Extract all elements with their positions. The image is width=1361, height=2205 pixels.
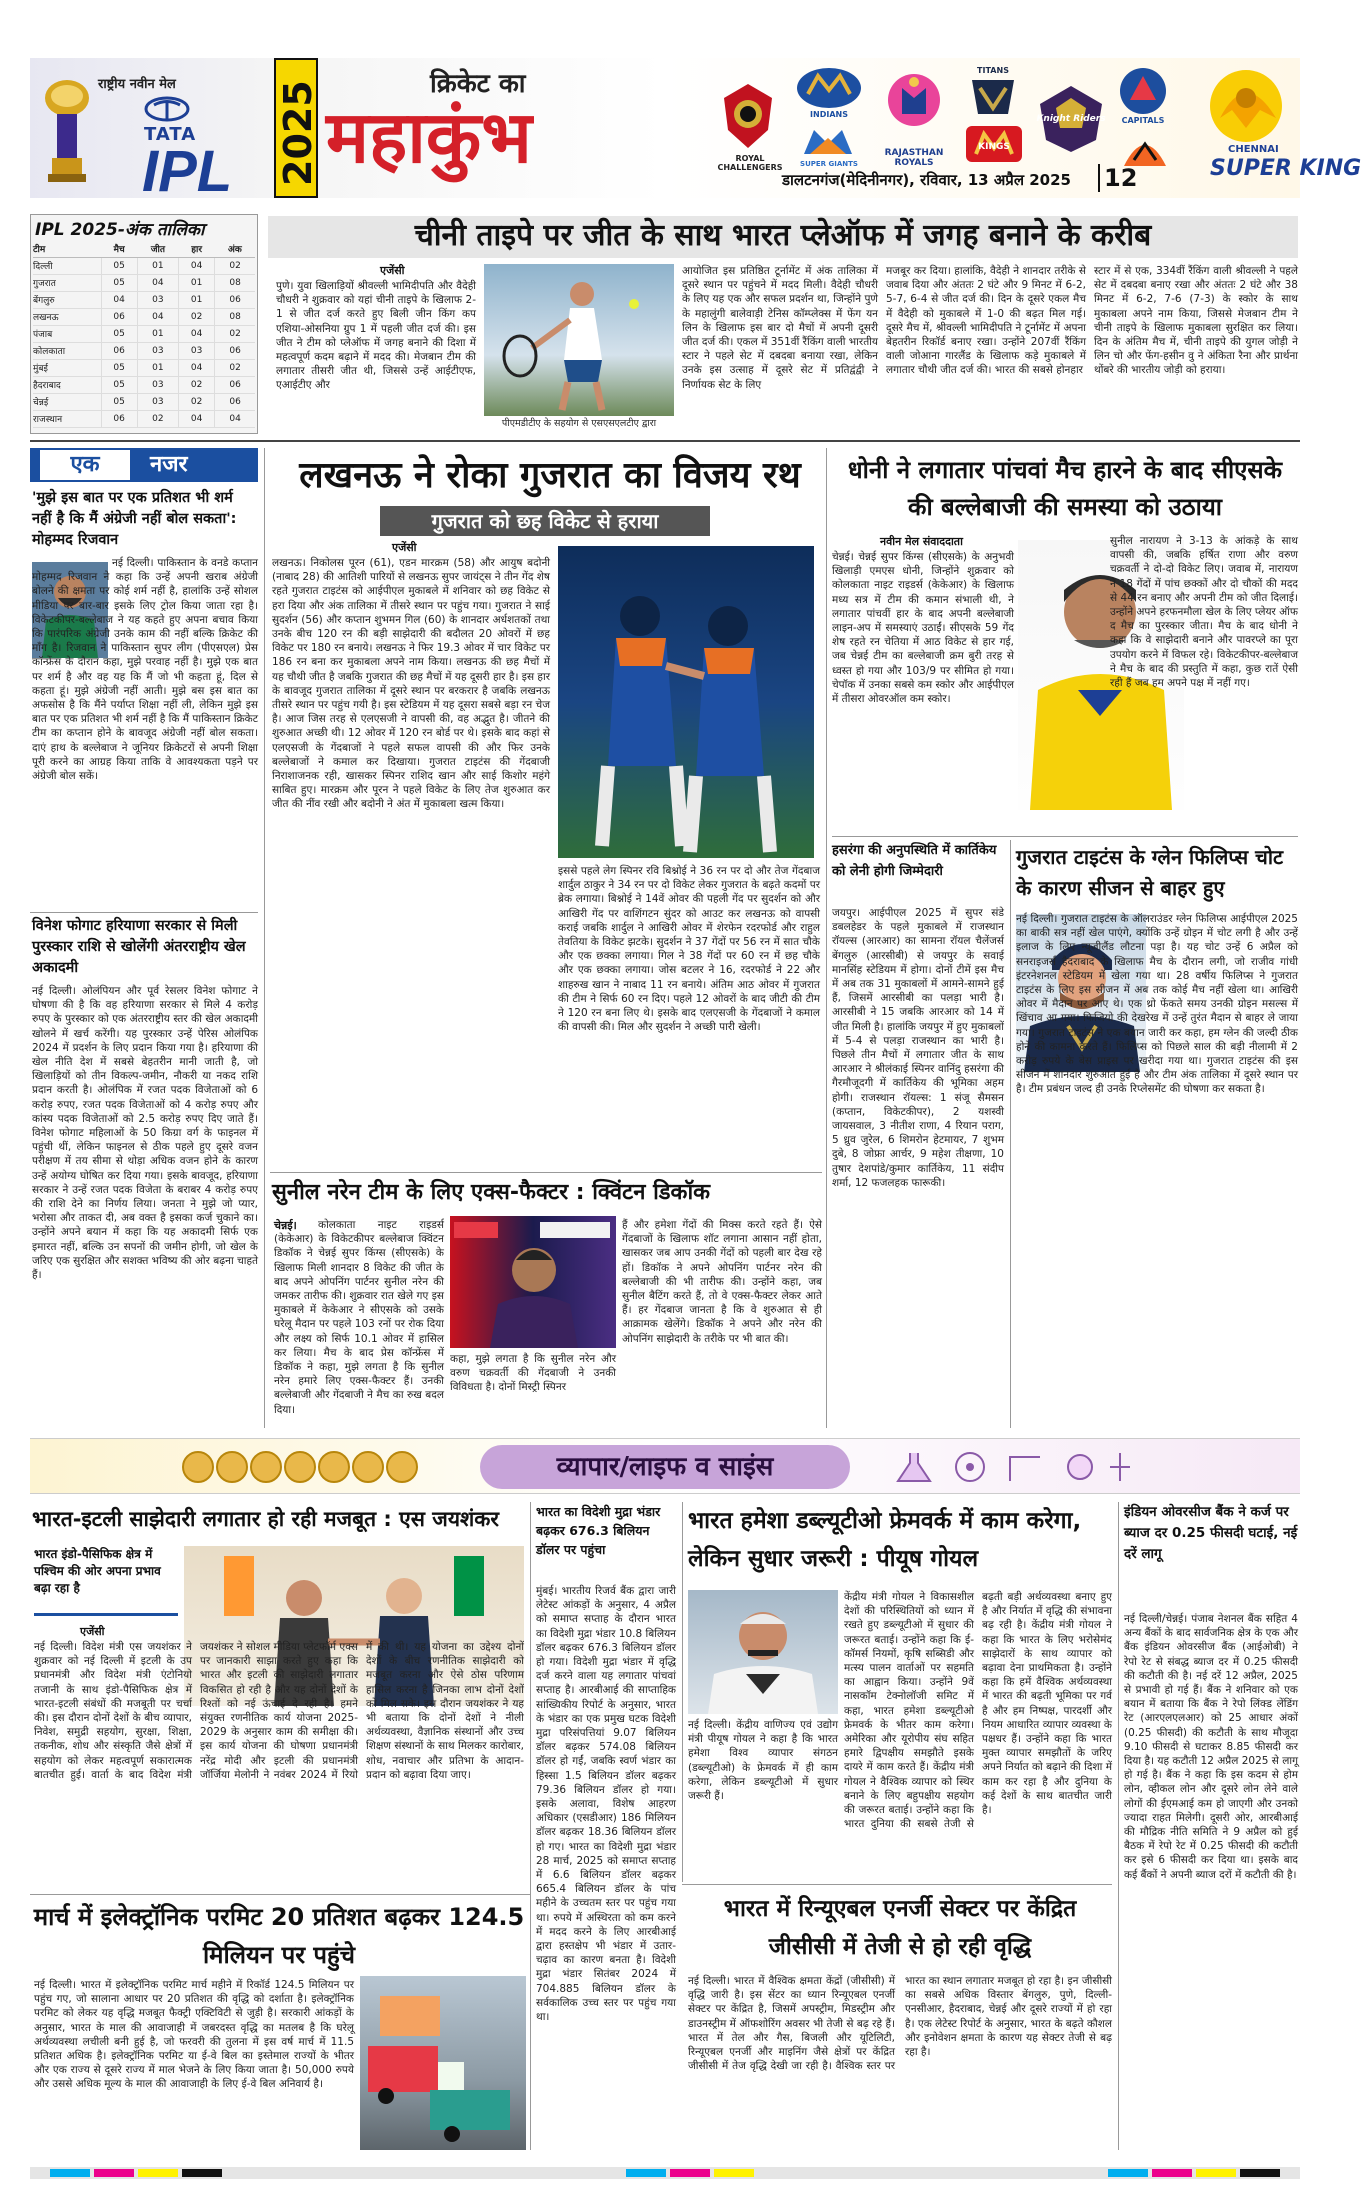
ek-nazar-label-b: नजर	[150, 452, 188, 477]
stat-cell: 02	[178, 376, 214, 393]
renewable-headline: भारत में रिन्यूएबल एनर्जी सेक्टर पर केंद्रित जीसीसी में तेजी से हो रही वृद्धि	[723, 1896, 1077, 1960]
lucknow-photo	[558, 546, 814, 858]
hasaranga-headline: हसरंगा की अनुपस्थिति में कार्तिकेय को लेनी होगी जिम्मेदारी	[832, 843, 997, 879]
italy-byline: एजेंसी	[80, 1625, 105, 1638]
divider-vert-iob	[1118, 1502, 1119, 2150]
stat-cell: 02	[137, 410, 178, 427]
stat-cell: 03	[178, 342, 214, 359]
dhoni-body2: सुनील नारायण ने 3-13 के आंकड़े के साथ वापसी की, जबकि हर्षित राणा और वरुण चक्रवर्ती ने दो-दो विकेट लिए। जवाब में, नारायण ने 18 गेंदों में पांच छक्कों और दो चौकों की मदद से 44 रन बनाए और अपनी टीम को जीत दिलाई। उन्होंने अपने हरफनमौला खेल के लिए प्लेयर ऑफ द मैच का पुरस्कार जीता। मैच के बाद धोनी ने कहा कि वे साझेदारी बनाने और पावरप्ले का पूरा उपयोग करने में विफल रहे। विकेटकीपर-बल्लेबाज ने मैच के बाद की प्रस्तुति में कहा, कुछ रातें ऐसी रही हैं जब हम अपने पक्ष में नहीं गए।	[1110, 535, 1299, 690]
csk-label-super-kings: SUPER KING	[1210, 156, 1361, 181]
dhoni-byline: नवीन मेल संवाददाता	[880, 535, 963, 548]
team-name-cell: बेंगलुरु	[33, 291, 101, 308]
team-name-cell: गुजरात	[33, 274, 101, 291]
stat-cell: 06	[101, 308, 137, 325]
tata-logo-icon	[144, 96, 190, 122]
stat-cell: 03	[137, 393, 178, 410]
divider-vert-forex	[682, 1502, 683, 1882]
team-label-rcb: ROYAL CHALLENGERS	[717, 154, 783, 172]
lucknow-byline: एजेंसी	[392, 541, 417, 554]
stat-cell: 05	[101, 376, 137, 393]
lsg-logo-icon	[800, 124, 856, 160]
stat-cell: 06	[101, 342, 137, 359]
rr-logo-icon	[886, 68, 942, 148]
dc-logo-icon	[1116, 66, 1170, 116]
stat-cell: 04	[178, 359, 214, 376]
lucknow-body2: इससे पहले लेग स्पिनर रवि बिश्नोई ने 36 रन पर दो और तेज गेंदबाज शार्दुल ठाकुर ने 34 रन पर दो विकेट लेकर गुजरात के बढ़ते कदमों पर ब्रेक लगाया। बिश्नोई ने 14वें ओवर की पहली गेंद पर सुदर्शन को और आखिरी गेंद पर वाशिंगटन सुंदर को आउट कर लखनऊ को वापसी कराई जबकि शार्दुल ने आखिरी ओवर में शेरफेन रदरफोर्ड और राहुल तेवतिया के विकेट झटके। सुदर्शन ने 37 गेंदों पर 56 रन में सात चौके और एक छक्का लगाया। गिल ने 38 गेंदों पर 60 रन में छह चौके और एक छक्का लगाया। जोस बटलर ने 16, रदरफोर्ड ने 22 और शाहरुख खान ने नाबाद 11 रन बनाये। अंतिम आठ ओवर में गुजरात की टीम ने सिर्फ 60 रन दिए। पहले 12 ओवरों के बाद जीटी की टीम ने 120 रन बना लिए थे। इसके बाद एलएसजी के गेंदबाजों ने कमाल की वापसी की। मिल और सुदर्शन ने अच्छी पारी खेली।	[558, 865, 820, 1034]
phogat-body: नई दिल्ली। ओलंपियन और पूर्व रेसलर विनेश फोगाट ने घोषणा की है कि वह हरियाणा सरकार से मिले 4 करोड़ रुपए के पुरस्कार को एक अंतरराष्ट्रीय स्तर की खेल अकादमी खोलने में खर्च करेंगी। यह पुरस्कार उन्हें पेरिस ओलंपिक 2024 में प्रदर्शन के लिए प्रदान किया गया है। हरियाणा की खेल नीति देश में सबसे बेहतरीन मानी जाती है, जो खिलाड़ियों को तीन विकल्प-जमीन, नौकरी या नकद राशि प्रदान करती है। ओलंपिक में रजत पदक विजेताओं को 6 करोड़ रुपए, रजत पदक विजेताओं को 4 करोड़ रुपए और कांस्य पदक विजेताओं को 2.5 करोड़ रुपए दिए जाते हैं। विनेश फोगाट महिलाओं के 50 किग्रा वर्ग के फाइनल में पहुंची थीं, लेकिन फाइनल से ठीक पहले हुए दूसरे वजन परीक्षण में तय सीमा से थोड़ा अधिक वजन होने के कारण उन्हें अयोग्य घोषित कर दिया गया। इसके बावजूद, हरियाणा सरकार ने उन्हें रजत पदक विजेता के बराबर 4 करोड़ रुपए की राशि देने का निर्णय लिया। जनता ने मुझे जो प्यार, भरोसा और ताकत दी, अब वक्त है इसका कर्ज चुकाने का। उन्होंने अपने बयान में कहा कि यह अकादमी सिर्फ एक इमारत नहीं, बल्कि उन सपनों की जमीन होगी, जो खेल के जरिए एक सुरक्षित और सशक्त भविष्य की ओर बढ़ना चाहते हैं।	[32, 985, 259, 1282]
points-table-row	[33, 376, 255, 393]
date-line: डालटनगंज(मेदिनीनगर), रविवार, 13 अप्रैल 2025	[782, 171, 1071, 189]
points-table-row	[33, 359, 255, 376]
header-points: अंक	[215, 241, 255, 257]
team-name-cell: दिल्ली	[33, 257, 101, 274]
csk-logo-icon	[1190, 58, 1300, 142]
taipei-col3: मजबूर कर दिया। हालांकि, वैदेही ने शानदार तरीके से जवाब दिया और अंततः 2 घंटे और 9 मिनट में 6-2, 5-7, 6-4 से जीत दर्ज की। दिन के दूसरे एकल मैच में वैदेही को मुकाबले में 1-0 की बढ़त मिल गई। दूसरे मैच में, श्रीवल्ली भामिदीपति ने टूर्नामेंट में अपना बेहतरीन रिकॉर्ड बनाए रखा। उन्होंने 207वीं रैंकिंग वाली जोआना गारलैंड के खिलाफ कड़े मुकाबले में लगातार चौथी जीत दर्ज की। भारत की सबसे होनहार	[886, 265, 1086, 377]
stat-cell: 03	[137, 291, 178, 308]
italy-body: नई दिल्ली। विदेश मंत्री एस जयशंकर ने शुक्रवार को नई दिल्ली में इटली के उप प्रधानमंत्री और विदेश मंत्री एंटोनियो तजानी के साथ इंडो-पैसिफिक क्षेत्र में भारत-इटली संबंधों की मजबूती पर चर्चा की। इस दौरान दोनों देशों के बीच व्यापार, निवेश, समुद्री सहयोग, सुरक्षा, शिक्षा, तकनीक, शोध और संस्कृति जैसे क्षेत्रों में सहयोग को लेकर महत्वपूर्ण सकारात्मक बातचीत हुई। वार्ता के बाद विदेश मंत्री जयशंकर ने सोशल मीडिया प्लेटफॉर्म एक्स पर जानकारी साझा करते हुए कहा कि भारत और इटली की साझेदारी लगातार विकसित हो रही है और यह दोनों देशों के रिश्तों को नई ऊंचाई दे रही है। हमने संयुक्त रणनीतिक कार्य योजना 2025-2029 के अनुसार काम की समीक्षा की। इस कार्य योजना की घोषणा प्रधानमंत्री नरेंद्र मोदी और इटली की प्रधानमंत्री जॉर्जिया मेलोनी ने नवंबर 2024 में रियो में की थी। यह योजना का उद्देश्य दोनों देशों के बीच रणनीतिक साझेदारी को मजबूत करना और ऐसे ठोस परिणाम हासिल करना है जिनका लाभ दोनों देशों को मिल सके। इस दौरान जयशंकर ने यह भी बताया कि दोनों देशों ने नीली अर्थव्यवस्था, वैज्ञानिक संस्थानों और उच्च शिक्षण संस्थानों के साथ मिलकर कारोबार, शोध, नवाचार और प्रतिभा के आदान-प्रदान को बढ़ावा दिया जाए।	[34, 1641, 524, 1781]
ek-nazar-banner	[30, 448, 258, 482]
iob-body: नई दिल्ली/चेन्नई। पंजाब नेशनल बैंक सहित 4 अन्य बैंकों के बाद सार्वजनिक क्षेत्र के एक और बैंक इंडियन ओवरसीज बैंक (आईओबी) ने रेपो रेट से संबद्ध ब्याज दर में 0.25 फीसदी की कटौती की है। नई दरें 12 अप्रैल, 2025 से प्रभावी हो गई हैं। बैंक ने शनिवार को एक बयान में बताया कि बैंक ने रेपो लिंक्ड लेंडिंग रेट (आरएलएलआर) को 25 आधार अंकों (0.25 फीसदी) की कटौती के साथ मौजूदा 9.10 फीसदी से घटाकर 8.85 फीसदी कर दिया है। यह कटौती 12 अप्रैल 2025 से लागू हो गई है। बैंक ने कहा कि इस कदम से होम लोन, व्हीकल लोन और दूसरे लोन लेने वाले लोगों की ईएमआई कम हो जाएगी और उनको ज्यादा राहत मिलेगी। दूसरी ओर, आरबीआई की मौद्रिक नीति समिति ने 9 अप्रैल को हुई बैठक में रेपो रेट में 0.25 फीसदी की कटौती कर इसे 6 फीसदी कर दिया था। इसके बाद कई बैंकों ने अपनी ब्याज दरों में कटौती की है।	[1124, 1613, 1298, 1881]
divider-narine-top	[270, 1172, 822, 1173]
team-name-cell: लखनऊ	[33, 308, 101, 325]
gt-logo-icon	[968, 74, 1018, 120]
hasaranga-body: जयपुर। आईपीएल 2025 में सुपर संडे डबलहेडर के पहले मुकाबले में राजस्थान रॉयल्स (आरआर) का सामना रॉयल चैलेंजर्स बेंगलुरु (आरसीबी) से जयपुर के सवाई मानसिंह स्टेडियम में होगा। दोनों टीमें इस मैच में अब तक 31 मुकाबलों में आमने-सामने हुई हैं, जिसमें आरसीबी का पलड़ा भारी है। आरसीबी ने 15 जबकि आरआर को 14 में जीत मिली है। हालांकि जयपुर में हुए मुकाबलों में 5-4 से पलड़ा राजस्थान का भारी है। पिछले तीन मैचों में लगातार जीत के साथ आरआर ने श्रीलंकाई स्पिनर वानिंदु हसरंगा की गैरमौजूदगी में कार्तिकेय की भूमिका अहम होगी। राजस्थान रॉयल्स: 1 संजू सैमसन (कप्तान, विकेटकीपर), 2 यशस्वी जायसवाल, 3 नीतीश राणा, 4 रियान पराग, 5 ध्रुव जुरेल, 6 शिमरोन हेटमायर, 7 शुभम दुबे, 8 जोफ्रा आर्चर, 9 महेश तीक्षणा, 10 तुषार देशपांडे/कुमार कार्तिकेय, 11 संदीप शर्मा, 12 फजलहक फारूकी।	[832, 907, 1004, 1189]
mi-logo-icon	[796, 66, 862, 110]
narine-caption: कहा, मुझे लगता है कि सुनील नरेन और वरुण चक्रवर्ती की गेंदबाजी ने उनकी विविधता है। दोनों मिस्ट्री स्पिनर	[450, 1353, 616, 1394]
dhoni-body: चेन्नई। चेन्नई सुपर किंग्स (सीएसके) के अनुभवी खिलाड़ी एमएस धोनी, जिन्होंने शुक्रवार को कोलकाता नाइट राइडर्स (केकेआर) के खिलाफ मध्य सत्र में टीम की कमान संभाली थी, ने लगातार पांचवीं हार के बाद अपनी बल्लेबाजी लाइन-अप में समस्याएं उठाईं। सीएसके 59 गेंद शेष रहते रन चेतिया में आठ विकेट से हार गई, जब चेन्नई टीम का बल्लेबाजी क्रम बुरी तरह से ध्वस्त हो गया और 103/9 पर सीमित हो गया। चेपॉक में उनका सबसे कम स्कोर और आईपीएल में तीसरा ओवरऑल कम स्कोर।	[832, 551, 1014, 706]
title-main: महाकुंभ	[326, 95, 532, 179]
points-table-row	[33, 393, 255, 410]
narine-body: कोलकाता नाइट राइडर्स (केकेआर) के विकेटकीपर बल्लेबाज क्विंटन डिकॉक ने चेन्नई सुपर किंग्स (सीएसके) के खिलाफ मिली शानदार 8 विकेट की जीत के बाद अपने ओपनिंग पार्टनर सुनील नरेन की जमकर तारीफ की। शुक्रवार रात खेले गए इस मुकाबले में केकेआर ने सीएसके को उसके घरेलू मैदान पर पहले 103 रनों पर रोक दिया और लक्ष्य को सिर्फ 10.1 ओवर में हासिल कर लिया। मैच के बाद प्रेस कॉन्फ्रेंस में डिकॉक ने कहा, मुझे लगता है कि सुनील नरेन हमारे लिए एक्स-फैक्टर हैं। उनकी बल्लेबाजी और गेंदबाजी ने मैच का रुख बदल दिया।	[274, 1219, 444, 1416]
divider-top	[30, 440, 1300, 442]
stat-cell: 04	[137, 274, 178, 291]
taipei-headline: चीनी ताइपे पर जीत के साथ भारत प्लेऑफ में जगह बनाने के करीब	[268, 216, 1298, 258]
stat-cell: 05	[101, 325, 137, 342]
points-table-row	[33, 274, 255, 291]
page-number: 12	[1098, 164, 1137, 192]
lucknow-body: लखनऊ। निकोलस पूरन (61), एडन मारक्रम (58) और आयुष बदोनी (नाबाद 28) की आतिशी पारियों से लखनऊ सुपर जायंट्स ने तीन गेंद शेष रहते गुजरात टाइटंस को आईपीएल मुकाबले में शनिवार को छह विकेट से हरा दिया और अंक तालिका में तीसरे स्थान पर पहुंच गया। गुजरात ने साई सुदर्शन (56) और कप्तान शुभमन गिल (60) के शानदार अर्धशतकों तथा उनके बीच 120 रन की बड़ी साझेदारी की बदौलत 20 ओवरों में छह विकेट पर 180 रन बनाये। लखनऊ ने फिर 19.3 ओवर में चार विकेट पर 186 रन बना कर मुकाबला अपने नाम किया। लखनऊ की छह मैचों में यह चौथी जीत है जबकि गुजरात की छह मैचों में यह दूसरी हार है। इस हार के बावजूद गुजरात तालिका में दूसरे स्थान पर बरकरार है जबकि लखनऊ तीसरे स्थान पर पहुंच गयी है। इस स्टेडियम में यह दूसरा सबसे बड़ा रन चेज है। आज जिस तरह से एलएसजी ने वापसी की, वह अद्भुत है। जीतने की शुरुआत अच्छी थी। 12 ओवर में 120 रन बोर्ड पर थे। इसके बाद कहां से एलएसजी के गेंदबाजों ने पहले सफल वापसी की और फिर उनके बल्लेबाजों ने कमाल कर दिखाया। गुजरात टाइटंस की गेंदबाजी निराशाजनक रही, खासकर स्पिनर राशिद खान और साई किशोर महंगे साबित हुए। मारक्रम और पूरन ने पहले विकेट के लिए तेज शुरुआत कर जीत की नींव रखी और बदोनी ने अंत में मुकाबला खत्म किया।	[272, 557, 550, 811]
points-table-row	[33, 308, 255, 325]
stat-cell: 05	[101, 274, 137, 291]
phillips-headline: गुजरात टाइटंस के ग्लेन फिलिप्स चोट के कारण सीजन से बाहर हुए	[1016, 845, 1284, 900]
header-matches: मैच	[101, 241, 137, 257]
goyal-headline: भारत हमेशा डब्ल्यूटीओ फ्रेमवर्क में काम करेगा, लेकिन सुधार जरूरी : पीयूष गोयल	[688, 1508, 1082, 1572]
taipei-col1: पुणे। युवा खिलाड़ियों श्रीवल्ली भामिदीपति और वैदेही चौधरी ने शुक्रवार को यहां चीनी ताइपे के खिलाफ 2-1 से जीत दर्ज करते हुए बिली जीन किंग कप एशिया-ओसनिया ग्रुप 1 में पहली जीत दर्ज की। इस जीत ने टीम को प्लेऑफ में जगह बनाने की दिशा में महत्वपूर्ण कदम बढ़ाने में मदद की। मेजबान टीम की लगातार तीसरी जीत थी, जिससे उन्हें आईटीएफ, एआईटीए और	[276, 280, 476, 392]
points-table	[30, 214, 258, 434]
team-name-cell: मुंबई	[33, 359, 101, 376]
stat-cell: 02	[178, 393, 214, 410]
section-band	[30, 1438, 1300, 1494]
ipl-logo	[36, 64, 268, 204]
points-table-row	[33, 325, 255, 342]
divider-vert-left	[264, 448, 265, 1428]
year-block	[274, 58, 318, 198]
goyal-caption: नई दिल्ली। केंद्रीय वाणिज्य एवं उद्योग मंत्री पीयूष गोयल ने कहा है कि भारत हमेशा विश्व व्यापार संगठन (डब्ल्यूटीओ) के फ्रेमवर्क में ही काम करेगा, लेकिन डब्ल्यूटीओ में सुधार जरूरी हैं।	[688, 1719, 838, 1803]
stat-cell: 05	[101, 359, 137, 376]
trucks-photo	[360, 1976, 526, 2150]
coins-left-icon	[180, 1449, 440, 1485]
stat-cell: 04	[215, 410, 255, 427]
points-table-header-row	[33, 241, 255, 257]
team-name-cell: राजस्थान	[33, 410, 101, 427]
trophy-icon	[40, 72, 94, 184]
points-table-grid	[33, 241, 255, 428]
taipei-col2: आयोजित इस प्रतिष्ठित टूर्नामेंट में अंक तालिका में दूसरे स्थान पर पहुंचने में मदद मिली। वैदेही चौधरी के लिए यह एक और सफल प्रदर्शन था, जिन्होंने पुणे के महालुंगी बालेवाड़ी टेनिस कॉम्प्लेक्स में फेंग यन लिन के खिलाफ इस बार दो मैचों में अपनी दूसरी जीत दर्ज की। एकल में 351वीं रैंकिंग वाली भारतीय स्टार ने पहले सेट में दबदबा बनाया रखा, लेकिन उनके इस उत्साह में दूसरे सेट में प्रतिद्वंद्वी ने निर्णायक सेट के लिए	[682, 265, 878, 391]
lucknow-subhead: गुजरात को छह विकेट से हराया	[380, 506, 710, 536]
header-team: टीम	[33, 241, 101, 257]
electronics-body: नई दिल्ली। भारत में इलेक्ट्रॉनिक परमिट मार्च महीने में रिकॉर्ड 124.5 मिलियन पर पहुंच गए, जो सालाना आधार पर 20 प्रतिशत की वृद्धि को दर्शाता है। इलेक्ट्रॉनिक परमिट को लेकर यह वृद्धि मजबूत फैक्ट्री एक्टिविटी से जुड़ी है। सरकारी आंकड़ों के अनुसार, भारत के माल की आवाजाही में जबरदस्त वृद्धि का मतलब है कि घरेलू अर्थव्यवस्था लचीली बनी हुई है, जो फरवरी की तुलना में इस वर्ष मार्च में 11.5 प्रतिशत अधिक है। इलेक्ट्रॉनिक परमिट या ई-वे बिल का इस्तेमाल राज्यों के भीतर और एक राज्य से दूसरे राज्य में माल भेजने के लिए किया जाता है। 50,000 रुपये और उससे अधिक मूल्य के माल की आवाजाही के लिए ई-वे बिल अनिवार्य है।	[34, 1979, 354, 2091]
renewable-body: नई दिल्ली। भारत में वैश्विक क्षमता केंद्रों (जीसीसी) में वृद्धि जारी है। इस सेंटर का ध्यान रिन्यूएबल एनर्जी सेक्टर पर केंद्रित है, जिसमें अपस्ट्रीम, मिडस्ट्रीम और डाउनस्ट्रीम में ऑफशोरिंग अवसर भी तेजी से बढ़ रहे हैं। भारत में तेल और गैस, बिजली और यूटिलिटी, रिन्यूएबल एनर्जी और माइनिंग जैसे क्षेत्रों पर केंद्रित जीसीसी में तेज वृद्धि देखी जा रही है। वैश्विक स्तर पर भारत का स्थान लगातार मजबूत हो रहा है। इन जीसीसी का सबसे अधिक विस्तार बेंगलुरु, पुणे, दिल्ली-एनसीआर, हैदराबाद, चेन्नई और दूसरे राज्यों में हो रहा है। एक लेटेस्ट रिपोर्ट के अनुसार, भारत के बढ़ते कौशल और इनोवेशन क्षमता के कारण यह सेक्टर तेजी से बढ़ रहा है।	[688, 1975, 1112, 2073]
team-label-dc: CAPITALS	[1121, 116, 1165, 125]
dhoni-headline: धोनी ने लगातार पांचवां मैच हारने के बाद सीएसके की बल्लेबाजी की समस्या को उठाया	[847, 456, 1283, 521]
phogat-headline: विनेश फोगाट हरियाणा सरकार से मिली पुरस्कार राशि से खोलेंगी अंतरराष्ट्रीय खेल अकादमी	[32, 918, 246, 976]
title-top: क्रिकेट का	[430, 69, 526, 99]
masthead	[30, 58, 1361, 204]
section-band-label: व्यापार/लाइफ व साइंस	[480, 1445, 850, 1489]
divider-vert-italy	[530, 1502, 531, 2150]
stat-cell: 04	[137, 308, 178, 325]
team-label-gt: TITANS	[977, 66, 1009, 75]
rcb-logo-icon	[720, 80, 776, 152]
team-name-cell: कोलकाता	[33, 342, 101, 359]
divider-italy-bottom	[30, 1894, 530, 1895]
stat-cell: 03	[137, 342, 178, 359]
header-wins: जीत	[137, 241, 178, 257]
tata-word: TATA	[144, 124, 197, 145]
science-icons	[890, 1447, 1170, 1487]
stat-cell: 01	[178, 274, 214, 291]
stat-cell: 01	[137, 325, 178, 342]
team-name-cell: पंजाब	[33, 325, 101, 342]
csk-label-chennai: CHENNAI	[1228, 144, 1279, 155]
italy-headline: भारत-इटली साझेदारी लगातार हो रही मजबूत : एस जयशंकर	[32, 1507, 499, 1531]
italy-subhead: भारत इंडो-पैसिफिक क्षेत्र में पश्चिम की ओर अपना प्रभाव बढ़ा रहा है	[34, 1546, 178, 1616]
tennis-photo-caption: पीएमडीटीए के सहयोग से एसएसएलटीए द्वारा	[501, 418, 657, 429]
forex-headline: भारत का विदेशी मुद्रा भंडार बढ़कर 676.3 बिलियन डॉलर पर पहुंचा	[536, 1504, 661, 1557]
goyal-photo	[688, 1590, 838, 1714]
iob-headline: इंडियन ओवरसीज बैंक ने कर्ज पर ब्याज दर 0.25 फीसदी घटाई, नई दरें लागू	[1124, 1504, 1298, 1562]
team-label-mi: INDIANS	[810, 110, 848, 119]
team-name-cell: चेन्नई	[33, 393, 101, 410]
dekock-photo	[450, 1216, 616, 1348]
stat-cell: 02	[215, 325, 255, 342]
header-losses: हार	[178, 241, 214, 257]
stat-cell: 08	[215, 274, 255, 291]
taipei-byline: एजेंसी	[380, 264, 405, 277]
rizwan-body: नई दिल्ली। पाकिस्तान के वनडे कप्तान मोहम्मद रिजवान ने कहा कि उन्हें अपनी खराब अंग्रेजी बोलने की क्षमता पर कोई शर्म नहीं है, हालांकि उन्हें सोशल मीडिया पर बार-बार इसके लिए ट्रोल किया जाता रहा है। विकेटकीपर-बल्लेबाज ने यह कहते हुए अपना बचाव किया कि पारंपरिक अंग्रेजी उनके काम की नहीं बल्कि क्रिकेट की माँग है। रिजवान ने पाकिस्तान सुपर लीग (पीएसएल) प्रेस कॉन्फ्रेंस के दौरान कहा, मुझे परवाह नहीं है। मुझे एक बात पर शर्म है और वह यह कि मैं जो भी कहता हूं, दिल से कहता हूं। मुझे अंग्रेजी नहीं आती। मुझे बस इस बात का अफसोस है कि मैंने पर्याप्त शिक्षा नहीं ली, लेकिन मुझे इस बात पर एक प्रतिशत भी शर्म नहीं है कि मैं पाकिस्तान क्रिकेट टीम का कप्तान होने के बावजूद अंग्रेजी नहीं बोल सकता। दाएं हाथ के बल्लेबाज ने जूनियर क्रिकेटरों से अपनी शिक्षा पूरी करने का आग्रह किया ताकि वे आवश्यकता पड़ने पर अंग्रेजी बोल सकें।	[32, 557, 258, 783]
divider-dhoni-bottom	[832, 836, 1298, 837]
stat-cell: 05	[101, 257, 137, 274]
stat-cell: 01	[178, 291, 214, 308]
taipei-col4: स्टार में से एक, 334वीं रैंकिंग वाली श्रीवल्ली ने पहले सेट में दबदबा बनाए रखा और अंततः 2 घंटे और 38 मिनट में 6-2, 7-6 (7-3) के स्कोर के साथ मुकाबला अपने नाम किया, जिससे मेजबान टीम ने चीनी ताइपे के खिलाफ मुकाबला सुरक्षित कर लिया। दिन के अंतिम मैच में, चीनी ताइपे की युगल जोड़ी ने लिन चो और फेंग-हसीन वु ने अंकिता रैना और प्रार्थना थोंबरे की भारतीय जोड़ी को हराया।	[1094, 265, 1298, 377]
year: 2025	[276, 80, 320, 186]
goyal-body: केंद्रीय मंत्री गोयल ने विकासशील देशों की परिस्थितियों को ध्यान में रखते हुए डब्ल्यूटीओ में सुधार की जरूरत बताई। उन्होंने कहा कि ई-कॉमर्स नियमों, कृषि सब्सिडी और मत्स्य पालन वार्ताओं पर सहमति का आह्वान किया। उन्होंने 9वें नासकॉम टेक्नोलॉजी समिट में कहा, भारत हमेशा डब्ल्यूटीओ फ्रेमवर्क के भीतर काम करेगा। अमेरिका और यूरोपीय संघ सहित हमारे द्विपक्षीय समझौते इसके दायरे में काम करते हैं। केंद्रीय मंत्री गोयल ने वैश्विक व्यापार को स्थिर बनाने के लिए बहुपक्षीय सहयोग की जरूरत बताई। उन्होंने कहा कि भारत दुनिया की सबसे तेजी से बढ़ती बड़ी अर्थव्यवस्था बनाए हुए है और निर्यात में वृद्धि की संभावना बढ़ रही है। केंद्रीय मंत्री गोयल ने कहा कि भारत के लिए भरोसेमंद साझेदारों के साथ व्यापार को बढ़ावा देना प्राथमिकता है। उन्होंने कहा कि हमें वैश्विक अर्थव्यवस्था में भारत की बढ़ती भूमिका पर गर्व है और हम निष्पक्ष, पारदर्शी और नियम आधारित व्यापार व्यवस्था के पक्षधर हैं। उन्होंने कहा कि भारत मुक्त व्यापार समझौतों के जरिए अपने निर्यात को बढ़ाने की दिशा में काम कर रहा है और दुनिया के कई देशों के साथ बातचीत जारी है।	[844, 1591, 1112, 1831]
narine-body2: हैं और हमेशा गेंदों की मिक्स करते रहते हैं। ऐसे गेंदबाजों के खिलाफ शॉट लगाना आसान नहीं होता, खासकर जब आप उनकी गेंदों को पहली बार देख रहे हों। डिकॉक ने अपने ओपनिंग पार्टनर नरेन की बल्लेबाजी की भी तारीफ की। उन्होंने कहा, जब सुनील बैटिंग करते हैं, तो वे एक्स-फैक्टर लेकर आते हैं। हर गेंदबाज जानता है कि वे शुरुआत से ही आक्रामक खेलेंगे। डिकॉक ने अपने और नरेन की ओपनिंग साझेदारी के तरीके पर भी बात की।	[622, 1219, 822, 1345]
team-label-rr: RAJASTHAN ROYALS	[884, 148, 944, 168]
divider-renewable-top	[682, 1884, 1112, 1885]
phillips-body: नई दिल्ली। गुजरात टाइटंस के ऑलराउंडर ग्लेन फिलिप्स आईपीएल 2025 का बाकी सत्र नहीं खेल पाएंगे, क्योंकि उन्हें ग्रोइन में चोट लगी है और उन्हें इलाज के लिए न्यूजीलैंड लौटना पड़ा है। यह चोट उन्हें 6 अप्रैल को सनराइजर्स हैदराबाद के खिलाफ मैच के दौरान लगी, जो राजीव गांधी इंटरनेशनल स्टेडियम में खेला गया था। 28 वर्षीय फिलिप्स ने गुजरात टाइटंस के लिए इस सीजन में अब तक कोई मैच नहीं खेला था। आखिरी ओवर में मैदान पर आए थे। एक थ्रो फेंकते समय उनकी ग्रोइन मसल्स में खिंचाव आ गया। फिजियो की देखरेख में उन्हें तुरंत मैदान से बाहर ले जाया गया। गुजरात टाइटंस ने एक बयान जारी कर कहा, हम ग्लेन की जल्दी ठीक होने की कामना करते हैं। फिलिप्स को पिछले साल की बड़ी नीलामी में 2 करोड़ रुपये के बेस प्राइस पर खरीदा गया था। गुजरात टाइटंस की इस सीजन में शानदार शुरुआत हुई है और टीम अंक तालिका में दूसरे स्थान पर है। टीम प्रबंधन जल्द ही उनके रिप्लेसमेंट की घोषणा कर सकता है।	[1016, 913, 1298, 1096]
ek-nazar-label-a: एक	[40, 450, 130, 480]
team-label-pbks: KINGS	[978, 142, 1010, 152]
team-label-kkr: Knight Riders	[1036, 114, 1106, 124]
narine-headline: सुनील नरेन टीम के लिए एक्स-फैक्टर : क्विंटन डिकॉक	[272, 1180, 711, 1205]
stat-cell: 04	[178, 325, 214, 342]
stat-cell: 06	[215, 291, 255, 308]
points-table-row	[33, 342, 255, 359]
stat-cell: 04	[101, 291, 137, 308]
points-table-title: IPL 2025-अंक तालिका	[35, 220, 205, 240]
forex-body: मुंबई। भारतीय रिजर्व बैंक द्वारा जारी लेटेस्ट आंकड़ों के अनुसार, 4 अप्रैल को समाप्त सप्ताह के दौरान भारत का विदेशी मुद्रा भंडार 10.8 बिलियन डॉलर बढ़कर 676.3 बिलियन डॉलर हो गया। विदेशी मुद्रा भंडार में वृद्धि दर्ज करने वाला यह लगातार पांचवां सप्ताह है। आरबीआई की साप्ताहिक सांख्यिकीय रिपोर्ट के अनुसार, भारत के भंडार का एक प्रमुख घटक विदेशी मुद्रा परिसंपत्तियां 9.07 बिलियन डॉलर बढ़कर 574.08 बिलियन डॉलर हो गईं, जबकि स्वर्ण भंडार का हिस्सा 1.5 बिलियन डॉलर बढ़कर 79.36 बिलियन डॉलर हो गया। इसके अलावा, विशेष आहरण अधिकार (एसडीआर) 186 मिलियन डॉलर बढ़कर 18.36 बिलियन डॉलर हो गए। भारत का विदेशी मुद्रा भंडार 28 मार्च, 2025 को समाप्त सप्ताह में 6.6 बिलियन डॉलर बढ़कर 665.4 बिलियन डॉलर के पांच महीने के उच्चतम स्तर पर पहुंच गया था। रुपये में अस्थिरता को कम करने में मदद करने के लिए आरबीआई द्वारा हस्तक्षेप भी भंडार में उतार-चढ़ाव का कारण बनता है। विदेशी मुद्रा भंडार सितंबर 2024 में 704.885 बिलियन डॉलर के सर्वकालिक उच्च स्तर पर पहुंच गया था।	[536, 1585, 676, 2024]
stat-cell: 06	[215, 342, 255, 359]
print-color-bar	[30, 2164, 1300, 2176]
stat-cell: 05	[101, 393, 137, 410]
stat-cell: 04	[178, 410, 214, 427]
tennis-photo	[484, 264, 674, 416]
stat-cell: 06	[215, 376, 255, 393]
stat-cell: 02	[178, 308, 214, 325]
points-table-row	[33, 410, 255, 427]
team-label-lsg: SUPER GIANTS	[800, 160, 858, 168]
rizwan-headline: 'मुझे इस बात पर एक प्रतिशत भी शर्म नहीं है कि मैं अंग्रेजी नहीं बोल सकता': मोहम्मद रिजवान	[32, 490, 237, 548]
stat-cell: 06	[101, 410, 137, 427]
narine-byline: चेन्नई।	[274, 1219, 297, 1232]
divider-vert-mid	[826, 448, 827, 1428]
tagline: राष्ट्रीय नवीन मेल	[98, 77, 176, 92]
divider-left-1	[30, 912, 258, 913]
stat-cell: 08	[215, 308, 255, 325]
ipl-word: IPL	[142, 139, 233, 204]
lucknow-headline: लखनऊ ने रोका गुजरात का विजय रथ	[299, 455, 801, 496]
stat-cell: 06	[215, 393, 255, 410]
team-logos	[710, 62, 1180, 172]
team-name-cell: हैदराबाद	[33, 376, 101, 393]
stat-cell: 02	[215, 257, 255, 274]
stat-cell: 02	[215, 359, 255, 376]
stat-cell: 03	[137, 376, 178, 393]
points-table-row	[33, 257, 255, 274]
stat-cell: 01	[137, 359, 178, 376]
stat-cell: 01	[137, 257, 178, 274]
divider-vert-hasaranga	[1010, 840, 1011, 1428]
electronics-headline: मार्च में इलेक्ट्रॉनिक परमिट 20 प्रतिशत बढ़कर 124.5 मिलियन पर पहुंचे	[33, 1903, 525, 1969]
points-table-row	[33, 291, 255, 308]
stat-cell: 04	[178, 257, 214, 274]
